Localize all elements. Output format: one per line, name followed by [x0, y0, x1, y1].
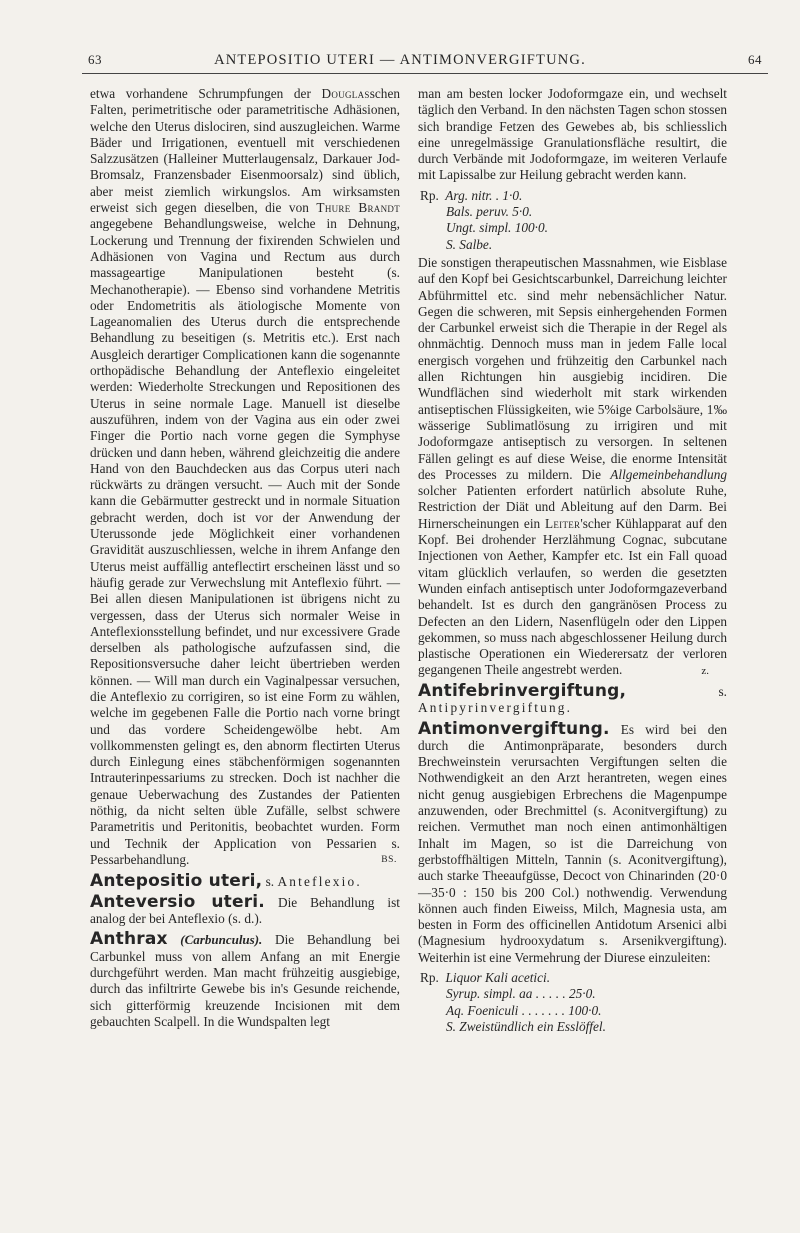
author-signature: z.	[701, 664, 709, 677]
author-name: Leiter	[544, 515, 581, 531]
author-signature: BS.	[381, 855, 397, 866]
prescription-signa: S. Salbe.	[446, 236, 493, 252]
paragraph-treatment: etwa vorhandene Schrumpfungen der Douglasschen Falten, perimetritische oder parametritische Adhäsionen, welche den Uterus dislociren, sind auszugleichen. Warme Bäder und Irrigationen, eventuell mit verschiedenen Salzzusätzen (Halleiner Mutterlaugensalz, Darkauer Jod-Bromsalz, Franzensbader Eisenmoorsalz) sind üblich, aber meist ziemlich wirkungslos. Am wirksamsten erweist sich gegen dieselben, die von Thure Brandt angegebene Behandlungsweise, welche in Dehnung, Lockerung und Trennung der fixirenden Schwielen und Adhäsionen von Vagina und Rectum aus durch massageartige Manipulationen besteht (s. Mechanotherapie). — Ebenso sind vorhandene Metritis oder Endometritis als ätiologische Momente von Lageanomalien des Uterus durch die entsprechende Behandlung zu beseitigen (s. Metritis etc.). Erst nach Ausgleich derartiger Complicationen kann die sogenannte orthopädische Behandlung der Anteflexio eingeleitet werden: Wiederholte Streckungen und Repositionen des Uterus in seine normale Lage. Manuell ist dieselbe auszuführen, indem von der Vagina aus ein oder zwei Finger die Portio nach vorne gegen die Symphyse drücken und dann heben, während gleichzeitig die andere Hand von den Bauchdecken aus das Corpus uteri nach rückwärts zu drängen versucht. — Auch mit der Sonde kann die Gebärmutter gestreckt und in normale Situation gebracht werden, doch ist vor der Anwendung der Uterussonde jede Möglichkeit einer vorhandenen Gravidität auszuschliessen, welche in ihrem Anfange den Uterus meist auffällig anteflectirt erscheinen lässt und so häufig gerade zur Verwechslung mit Anteflexio führt. — Bei allen diesen Manipulationen ist übrigens nicht zu vergessen, dass der Uterus sich normaler Weise in Anteflexionsstellung befindet, und nur excessivere Grade derselben als pathologische aufzufassen sind, die Repositionsversuche daher leicht übertrieben werden können. — Will man durch ein Vaginalpessar versuchen, die Anteflexio zu corrigiren, so ist eine Form zu wählen, welche im gegebenen Falle die Portio nach vorne bringt und das vordere Scheidengewölbe hebt. Am vollkommensten gelingt es, den abnorm flectirten Uterus durch Einlegung eines stäbchenförmigen sogenannten Intrauterinpessariums zu strecken. Doch ist nachher die genaue Ueberwachung des Zustandes der Patienten nöthig, da nicht selten üble Zufälle, selbst schwere Parametritis und Peritonitis, beobachtet wurden. Form und Technik der Application von Pessarien s. Pessarbehandlung.	[90, 86, 400, 867]
entry-anteversio: Anteversio uteri. Die Behandlung ist analog der bei Anteflexio (s. d.).	[90, 891, 400, 927]
entry-headword: Antifebrinvergiftung,	[418, 680, 627, 701]
entry-antimonvergiftung: Antimonvergiftung. Es wird bei den durch die Antimonpräparate, besonders durch Brechweinstein verursachten Vergiftungen selten die Nothwendigkeit an den Arzt herantreten, wegen eines nicht genug ausgiebigen Erbrechens die Magenpumpe anzuwenden, oder Brechmittel (s. Aconitvergiftung) zu reichen. Vermuthet man noch einen antimonhältigen Inhalt im Magen, so ist die Darreichung von gerbstoffhältigen Mitteln, Tannin (s. Aconitvergiftung), auch starke Theeaufgüsse, Decoct von Chinarinden (20·0—35·0 : 150 bis 200 Col.) nothwendig. Verwendung können auch finden Eiweiss, Milch, Magnesia usta, am besten in Form des officinellen Antidotum Arsenici albi (Magnesium hydrooxydatum s. Arsenikvergiftung). Weiterhin ist eine Vermehrung der Diurese einzuleiten:	[418, 718, 727, 965]
prescription-line: Ungt. simpl. 100·0.	[446, 220, 548, 236]
page-number-left: 63	[88, 52, 102, 67]
entry-headword: Anthrax	[90, 929, 168, 950]
prescription-signa: S. Zweistündlich ein Esslöffel.	[446, 1018, 606, 1034]
cross-reference: Anteflexio.	[277, 873, 362, 889]
author-name: Douglas	[321, 86, 370, 101]
entry-headword: Antimonvergiftung.	[418, 718, 610, 739]
prescription-salve	[420, 187, 727, 253]
paragraph-further-measures: Die sonstigen therapeutischen Massnahmen, wie Eisblase auf den Kopf bei Gesichtscarbunkel, Darreichung leichter Abführmittel etc. sind mehr nebensächlicher Natur. Gegen die schweren, mit Sepsis einhergehenden Formen der Carbunkel erweist sich die Therapie in der Regel als ohnmächtig. Dennoch muss man in jedem Falle local energisch vorgehen und frühzeitig den Carbunkel nach allen Richtungen hin ausgiebig incidiren. Die Wundflächen sind wiederholt mit stark wirkenden antiseptischen Flüssigkeiten, wie 5%ige Carbolsäure, 1‰ wässerige Sublimatlösung zu irrigiren und mit Jodoformgaze antiseptisch zu versorgen. In seltenen Fällen gelingt es auf diese Weise, die enorme Intensität des Processes zu mildern. Die Allgemeinbehandlung solcher Patienten erfordert natürlich absolute Ruhe, Restriction der Diät und Ableitung auf den Darm. Bei Hirnerscheinungen ein Leiter'scher Kühlapparat auf den Kopf. Bei drohender Herzlähmung Cognac, subcutane Injectionen von Aether, Kampfer etc. Ist ein Fall quoad vitam glücklich verlaufen, so werden die gesetzten Wunden einfach antiseptisch unter Jodoformgazeverband behandelt. Ist es durch den gangränösen Process zu Defecten an den Lidern, Nasenflügeln oder den Lippen gekommen, so muss nach abgeschlossener Heilung durch plastische Operationen ein Wiederersatz der verloren gegangenen Theile angestrebt werden.	[418, 254, 727, 678]
header-rule	[82, 73, 768, 74]
entry-headword: Anteversio uteri.	[90, 891, 265, 912]
paragraph-anthrax-continued: man am besten locker Jodoformgaze ein, und wechselt täglich den Verband. In den nächsten Tagen schon stossen sich brandige Fetzen des Gewebes ab, bis schliesslich eine unregelmässige Granulationsfläche resultirt, die durch Verbände mit Jodoformgaze, im weiteren Verlaufe mit Lapissalbe zur Heilung gebracht werden kann.	[418, 86, 727, 183]
emphasis: Allgemeinbehandlung	[610, 466, 727, 482]
entry-anthrax: Anthrax (Carbunculus). Die Behandlung bei Carbunkel muss von allem Anfang an mit Energie durchgeführt werden. Man macht frühzeitig ausgiebige, durch das infiltrirte Gewebe bis in's Gesunde reichende, sich gitterförmig kreuzende Incisionen mit dem gebauchten Scalpell. In die Wundspalten legt	[90, 929, 400, 1029]
entry-antepositio: Antepositio uteri, s. Anteflexio.	[90, 870, 362, 891]
prescription-line: Rp. Arg. nitr. . 1·0.	[420, 187, 523, 203]
entry-latin-name: (Carbunculus).	[167, 932, 263, 948]
right-column	[418, 86, 727, 1037]
entry-headword: Antepositio uteri,	[90, 870, 263, 891]
prescription-diuretic	[420, 970, 727, 1035]
entry-antifebrinvergiftung: Antifebrinvergiftung, s. Antipyrinvergiftung.	[418, 680, 727, 716]
page-header	[0, 52, 800, 78]
cross-reference: Antipyrinvergiftung.	[418, 700, 573, 716]
author-name: Thure Brandt	[316, 200, 400, 216]
prescription-line: Aq. Foeniculi . . . . . . . 100·0.	[446, 1002, 602, 1018]
prescription-line: Bals. peruv. 5·0.	[446, 204, 533, 220]
running-title: ANTEPOSITIO UTERI — ANTIMONVERGIFTUNG.	[214, 52, 586, 68]
prescription-line: Rp. Liquor Kali acetici.	[420, 970, 551, 986]
page-number-right: 64	[748, 52, 762, 67]
left-column	[90, 86, 400, 1030]
prescription-line: Syrup. simpl. aa . . . . . 25·0.	[446, 986, 596, 1002]
